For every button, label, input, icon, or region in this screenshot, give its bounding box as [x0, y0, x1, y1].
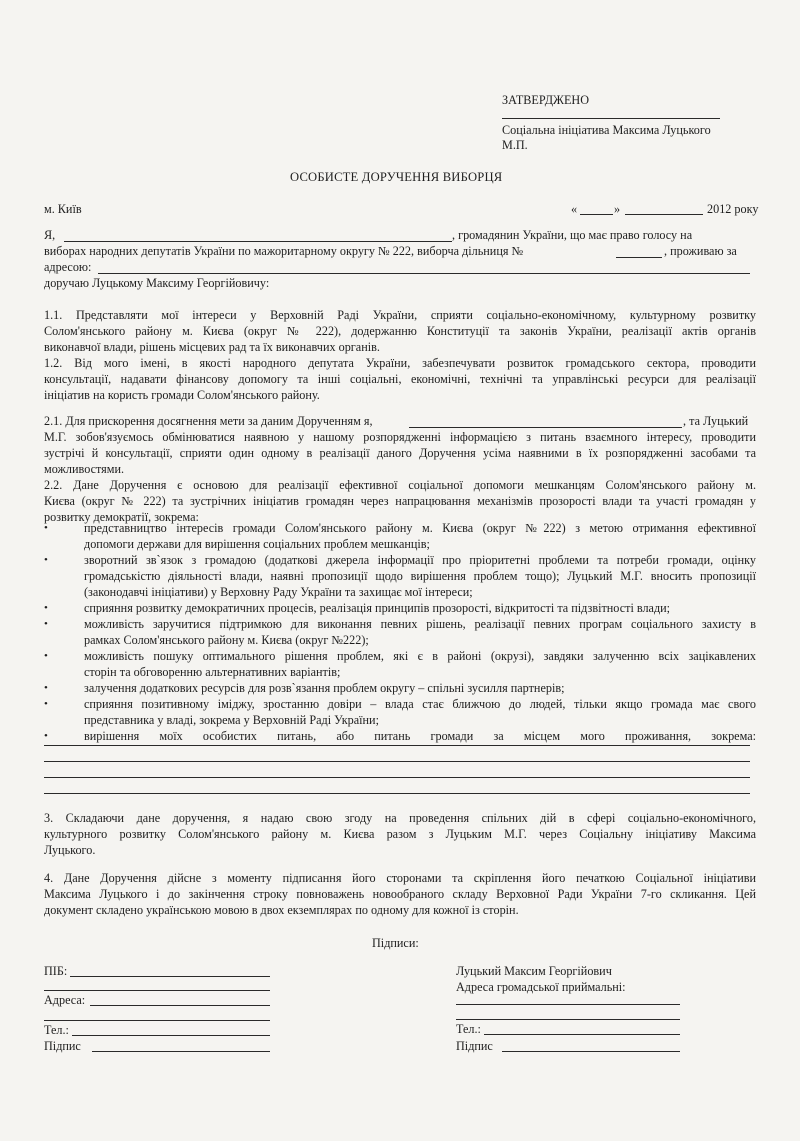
p21-name-field[interactable]: [409, 427, 682, 428]
left-address-field-extra[interactable]: [44, 1020, 270, 1021]
bullet-3-line1: сприяння розвитку демократичних процесів, реалізація принципів прозорості, відкритості та підзвітності влади;: [84, 601, 671, 615]
address-label: адресою:: [44, 260, 92, 274]
bullet-marker: •: [44, 730, 48, 742]
p3-line2: культурного розвитку Солом'янського району м. Києва разом з Луцьким М.Г. через Соціальну ініціативу Максима: [44, 827, 756, 841]
bullet-4-line1: можливість заручитися підтримкою для виконання певних рішень, реалізації певних програм соціального захисту в: [84, 617, 756, 631]
right-phone-field[interactable]: [484, 1034, 680, 1035]
left-sign-label: Підпис: [44, 1039, 81, 1053]
p11-line2: Солом'янського району м. Києва (округ № 222), додержанню Конституції та законів України, реалізації актів органів: [44, 324, 756, 338]
bullet-2-line2: громадськістю діяльності влади, наявні пропозиції щодо вирішення проблем тощо); Луцький М.Г. вносить пропозиції: [84, 569, 756, 583]
bullet-1-line2: допомоги держави для вирішення соціальних проблем мешканців;: [84, 537, 430, 551]
right-sign-label: Підпис: [456, 1039, 493, 1053]
bullet-marker: •: [44, 522, 48, 534]
intro-line2-tail: , проживаю за: [664, 244, 737, 258]
personal-issues-line[interactable]: [44, 777, 750, 778]
p21-line2: М.Г. зобов'язуємось обмінюватися наявною у нашому розпорядженні інформацією з питань взаємного інтересу, проводити: [44, 430, 756, 444]
right-phone-label: Тел.:: [456, 1022, 481, 1036]
right-office-field[interactable]: [456, 1004, 680, 1005]
right-sign-field[interactable]: [502, 1051, 680, 1052]
bullet-5-line2: сторін та обговоренню альтернативних варіантів;: [84, 665, 341, 679]
p4-line3: документ складено українською мовою в двох екземплярах по одному для кожної із сторін.: [44, 903, 519, 917]
personal-issues-line[interactable]: [44, 793, 750, 794]
p22-line2: Києва (округ № 222) та зустрічних ініціатив громадян через напрацювання механізмів прозорості влади та участі громадян у: [44, 494, 756, 508]
document-title: ОСОБИСТЕ ДОРУЧЕННЯ ВИБОРЦЯ: [290, 170, 503, 184]
date-day-field[interactable]: [580, 214, 613, 215]
p12-line1: 1.2. Від мого імені, в якості народного депутата України, забезпечувати розвиток громадського сектора, проводити: [44, 356, 756, 370]
date-close-quote: »: [614, 202, 621, 216]
voter-name-field[interactable]: [64, 241, 452, 242]
organization-name: Соціальна ініціатива Максима Луцького: [502, 123, 711, 137]
bullet-5-line1: можливість пошуку оптимального рішення проблем, які є в районі (окрузі), завдяки залученню всіх зацікавлених: [84, 649, 756, 663]
p21-line4: можливостями.: [44, 462, 125, 476]
left-name-label: ПІБ:: [44, 964, 68, 978]
personal-issues-line[interactable]: [44, 745, 750, 746]
bullet-marker: •: [44, 698, 48, 710]
bullet-marker: •: [44, 618, 48, 630]
intro-line2: виборах народних депутатів України по мажоритарному округу № 222, виборча дільниця №: [44, 244, 524, 258]
bullet-6-line1: залучення додаткових ресурсів для розв`язання проблем округу – спільні зусилля партнерів;: [84, 681, 565, 695]
approved-label: ЗАТВЕРДЖЕНО: [502, 93, 589, 107]
bullet-marker: •: [44, 682, 48, 694]
polling-station-field[interactable]: [616, 257, 662, 258]
intro-line1-tail: , громадянин України, що має право голосу на: [452, 228, 693, 242]
p12-line3: ініціатив на користь громади Солом'янського району.: [44, 388, 320, 402]
p22-line1: 2.2. Дане Доручення є основою для реалізації ефективної соціальної допомоги мешканцям Солом'янського району м.: [44, 478, 756, 492]
bullet-7-line2: представника у владі, зокрема у Верховній Раді України;: [84, 713, 379, 727]
address-field[interactable]: [98, 273, 750, 274]
bullet-4-line2: рамках Солом'янського району м. Києва (округ №222);: [84, 633, 369, 647]
left-name-field[interactable]: [70, 976, 270, 977]
bullet-marker: •: [44, 554, 48, 566]
p12-line2: консультації, надавати фінансову допомогу та інші соціальні, економічні, технічні та управлінські ресурси для реалізації: [44, 372, 756, 386]
bullet-marker: •: [44, 650, 48, 662]
left-phone-label: Тел.:: [44, 1023, 69, 1037]
signatures-heading: Підписи:: [372, 936, 419, 950]
date-year-label: 2012 року: [707, 202, 759, 216]
left-phone-field[interactable]: [72, 1035, 270, 1036]
personal-issues-line[interactable]: [44, 761, 750, 762]
bullet-2-line3: (законодавчі ініціативи) у Верховну Раду України та захищає мої інтереси;: [84, 585, 473, 599]
p3-line3: Луцького.: [44, 843, 96, 857]
p21-line3: зустрічі й консультації, сприяти один одному в реалізації даного Доручення усіма наявними в їх розпорядженні засобами та: [44, 446, 756, 460]
left-address-field[interactable]: [90, 1005, 270, 1006]
bullet-8-line1: вирішення моїх особистих питань, або питань громади за місцем мого проживання, зокрема:: [84, 729, 756, 743]
p22-line3: розвитку демократії, зокрема:: [44, 510, 199, 524]
p11-line3: виконавчої влади, рішень місцевих рад та їх виконавчих органів.: [44, 340, 380, 354]
p21-line1-tail: , та Луцький: [683, 414, 749, 428]
approval-signature-line: [502, 118, 720, 119]
bullet-7-line1: сприяння позитивному іміджу, зростанню довіри – влада стає ближчою до людей, тільки якщо громада має свого: [84, 697, 756, 711]
bullet-1-line1: представництво інтересів громади Солом'янського району м. Києва (округ №222) з метою отримання ефективної: [84, 521, 756, 535]
date-open-quote: «: [571, 202, 578, 216]
right-name: Луцький Максим Георгійович: [456, 964, 612, 978]
bullet-2-line1: зворотний зв`язок з громадою (додаткові джерела інформації про пріоритетні проблеми та потреби громади, оцінку: [84, 553, 756, 567]
date-month-field[interactable]: [625, 214, 703, 215]
right-office-label: Адреса громадської приймальні:: [456, 980, 626, 994]
intro-ya: Я,: [44, 228, 56, 242]
left-address-label: Адреса:: [44, 993, 86, 1007]
intro-line4: доручаю Луцькому Максиму Георгійовичу:: [44, 276, 270, 290]
p3-line1: 3. Складаючи дане доручення, я надаю свою згоду на проведення спільних дій в сфері соціально-економічного,: [44, 811, 756, 825]
bullet-marker: •: [44, 602, 48, 614]
seal-place-label: М.П.: [502, 138, 528, 152]
p4-line1: 4. Дане Доручення дійсне з моменту підписання його сторонами та скріплення його печаткою Соціальної ініціативи: [44, 871, 756, 885]
p4-line2: Максима Луцького і до закінчення строку повноважень новообраного складу Верховної Ради України 7-го скликання. Цей: [44, 887, 756, 901]
left-name-field-extra[interactable]: [44, 990, 270, 991]
p11-line1: 1.1. Представляти мої інтереси у Верховній Раді України, сприяти соціально-економічному, культурному розвитку: [44, 308, 756, 322]
right-office-field-extra[interactable]: [456, 1019, 680, 1020]
place-label: м. Київ: [44, 202, 82, 216]
left-sign-field[interactable]: [92, 1051, 270, 1052]
p21-line1: 2.1. Для прискорення досягнення мети за даним Дорученням я,: [44, 414, 373, 428]
